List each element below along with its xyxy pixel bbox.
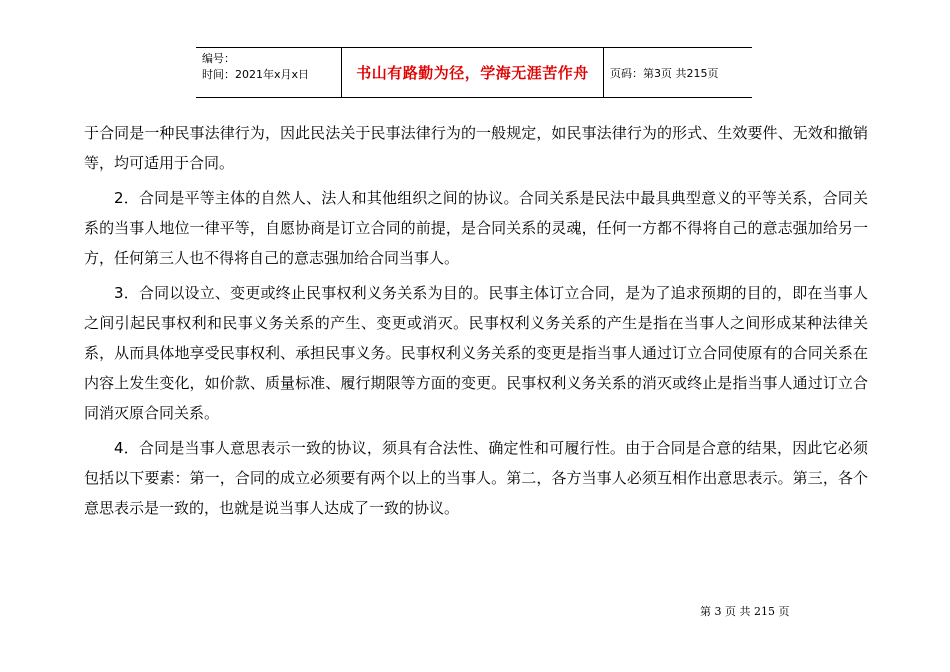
serial-number-label: 编号：	[202, 52, 235, 65]
page-label: 页码：第3页 共215页	[610, 66, 719, 80]
paragraph: 4．合同是当事人意思表示一致的协议，须具有合法性、确定性和可履行性。由于合同是合意的结果，因此它必须包括以下要素：第一，合同的成立必须要有两个以上的当事人。第二，各方当事人必须互相作出意思表示。第三，各个意思表示是一致的，也就是说当事人达成了一致的协议。	[84, 439, 868, 517]
document-header	[196, 47, 752, 98]
paragraph: 2．合同是平等主体的自然人、法人和其他组织之间的协议。合同关系是民法中最具典型意义的平等关系，合同关系的当事人地位一律平等，自愿协商是订立合同的前提，是合同关系的灵魂，任何一方都不得将自己的意志强加给另一方，任何第三人也不得将自己的意志强加给合同当事人。	[84, 189, 868, 267]
document-body	[84, 118, 868, 528]
paragraph: 3．合同以设立、变更或终止民事权利义务关系为目的。民事主体订立合同，是为了追求预期的目的，即在当事人之间引起民事权利和民事义务关系的产生、变更或消灭。民事权利义务关系的产生是指在当事人之间形成某种法律关系，从而具体地享受民事权利、承担民事义务。民事权利义务关系的变更是指当事人通过订立合同使原有的合同关系在内容上发生变化，如价款、质量标准、履行期限等方面的变更。民事权利义务关系的消灭或终止是指当事人通过订立合同消灭原合同关系。	[84, 284, 868, 422]
header-page-cell	[604, 48, 752, 97]
header-meta-cell	[196, 48, 342, 97]
motto-text: 书山有路勤为径，学海无涯苦作舟	[356, 64, 589, 82]
paragraph: 于合同是一种民事法律行为，因此民法关于民事法律行为的一般规定，如民事法律行为的形式、生效要件、无效和撤销等，均可适用于合同。	[84, 124, 868, 172]
header-motto-cell	[342, 48, 604, 97]
time-label: 时间：2021年x月x日	[202, 68, 310, 81]
page-footer: 第 3 页 共 215 页	[700, 605, 790, 618]
